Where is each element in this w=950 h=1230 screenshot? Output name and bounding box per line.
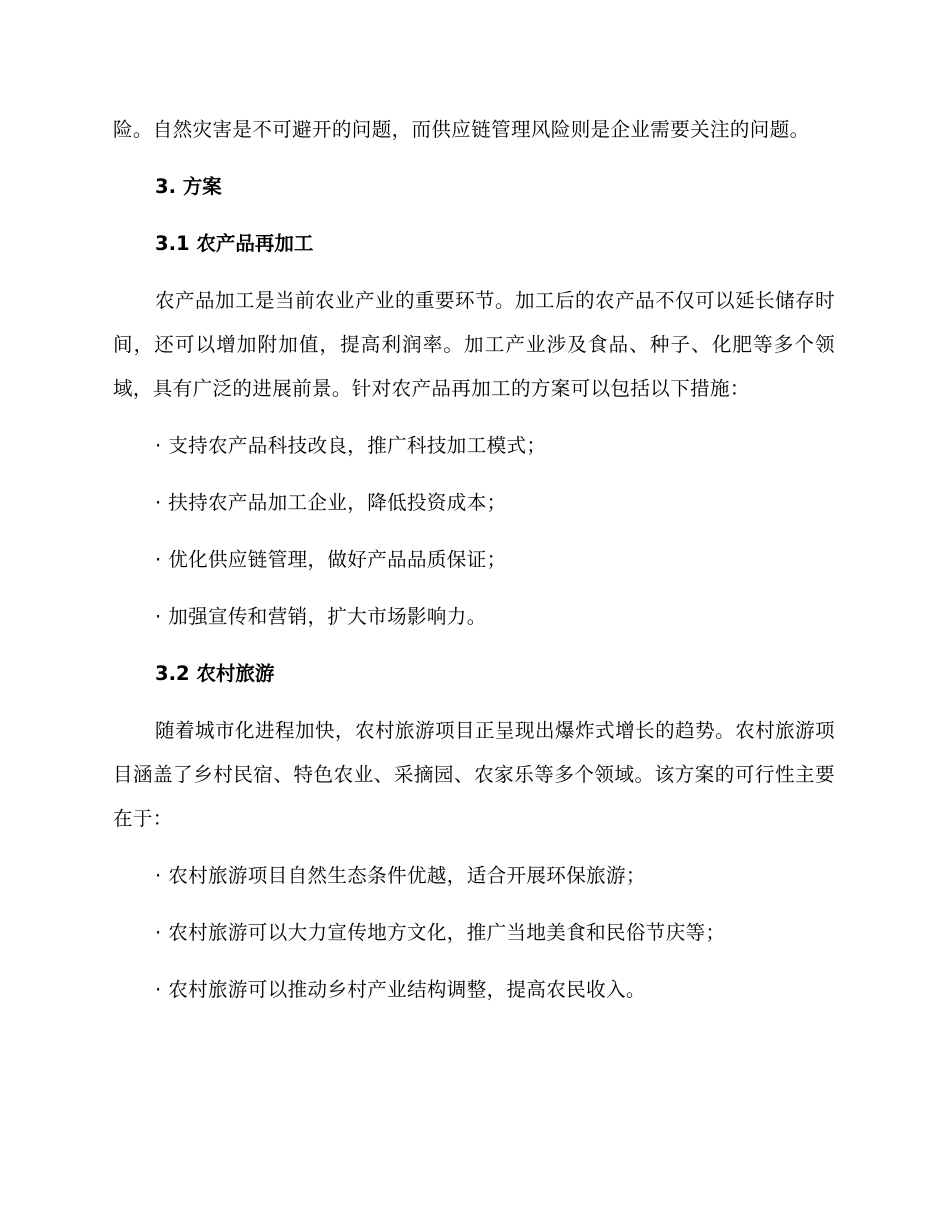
list-item: · 农村旅游项目自然生态条件优越，适合开展环保旅游；	[155, 864, 646, 887]
list-item: · 农村旅游可以大力宣传地方文化，推广当地美食和民俗节庆等；	[155, 921, 726, 944]
list-item: · 支持农产品科技改良，推广科技加工模式；	[155, 434, 547, 457]
section-3-2-heading: 3.2 农村旅游	[155, 662, 275, 685]
section-3-1-heading: 3.1 农产品再加工	[155, 232, 314, 255]
section-3-heading: 3. 方案	[155, 175, 222, 198]
section-3-2-paragraph: 随着城市化进程加快，农村旅游项目正呈现出爆炸式增长的趋势。农村旅游项目涵盖了乡村民宿、特色农业、采摘园、农家乐等多个领域。该方案的可行性主要在于：	[113, 719, 835, 830]
document-page	[113, 108, 835, 1025]
list-item: · 优化供应链管理，做好产品品质保证；	[155, 548, 507, 571]
list-item: · 农村旅游可以推动乡村产业结构调整，提高农民收入。	[155, 978, 646, 1001]
section-3-1-paragraph: 农产品加工是当前农业产业的重要环节。加工后的农产品不仅可以延长储存时间，还可以增加附加值，提高利润率。加工产业涉及食品、种子、化肥等多个领域，具有广泛的进展前景。针对农产品再加工的方案可以包括以下措施：	[113, 289, 835, 400]
list-item: · 加强宣传和营销，扩大市场影响力。	[155, 605, 487, 628]
list-item: · 扶持农产品加工企业，降低投资成本；	[155, 491, 507, 514]
intro-paragraph-tail: 险。自然灾害是不可避开的问题，而供应链管理风险则是企业需要关注的问题。	[113, 118, 810, 141]
